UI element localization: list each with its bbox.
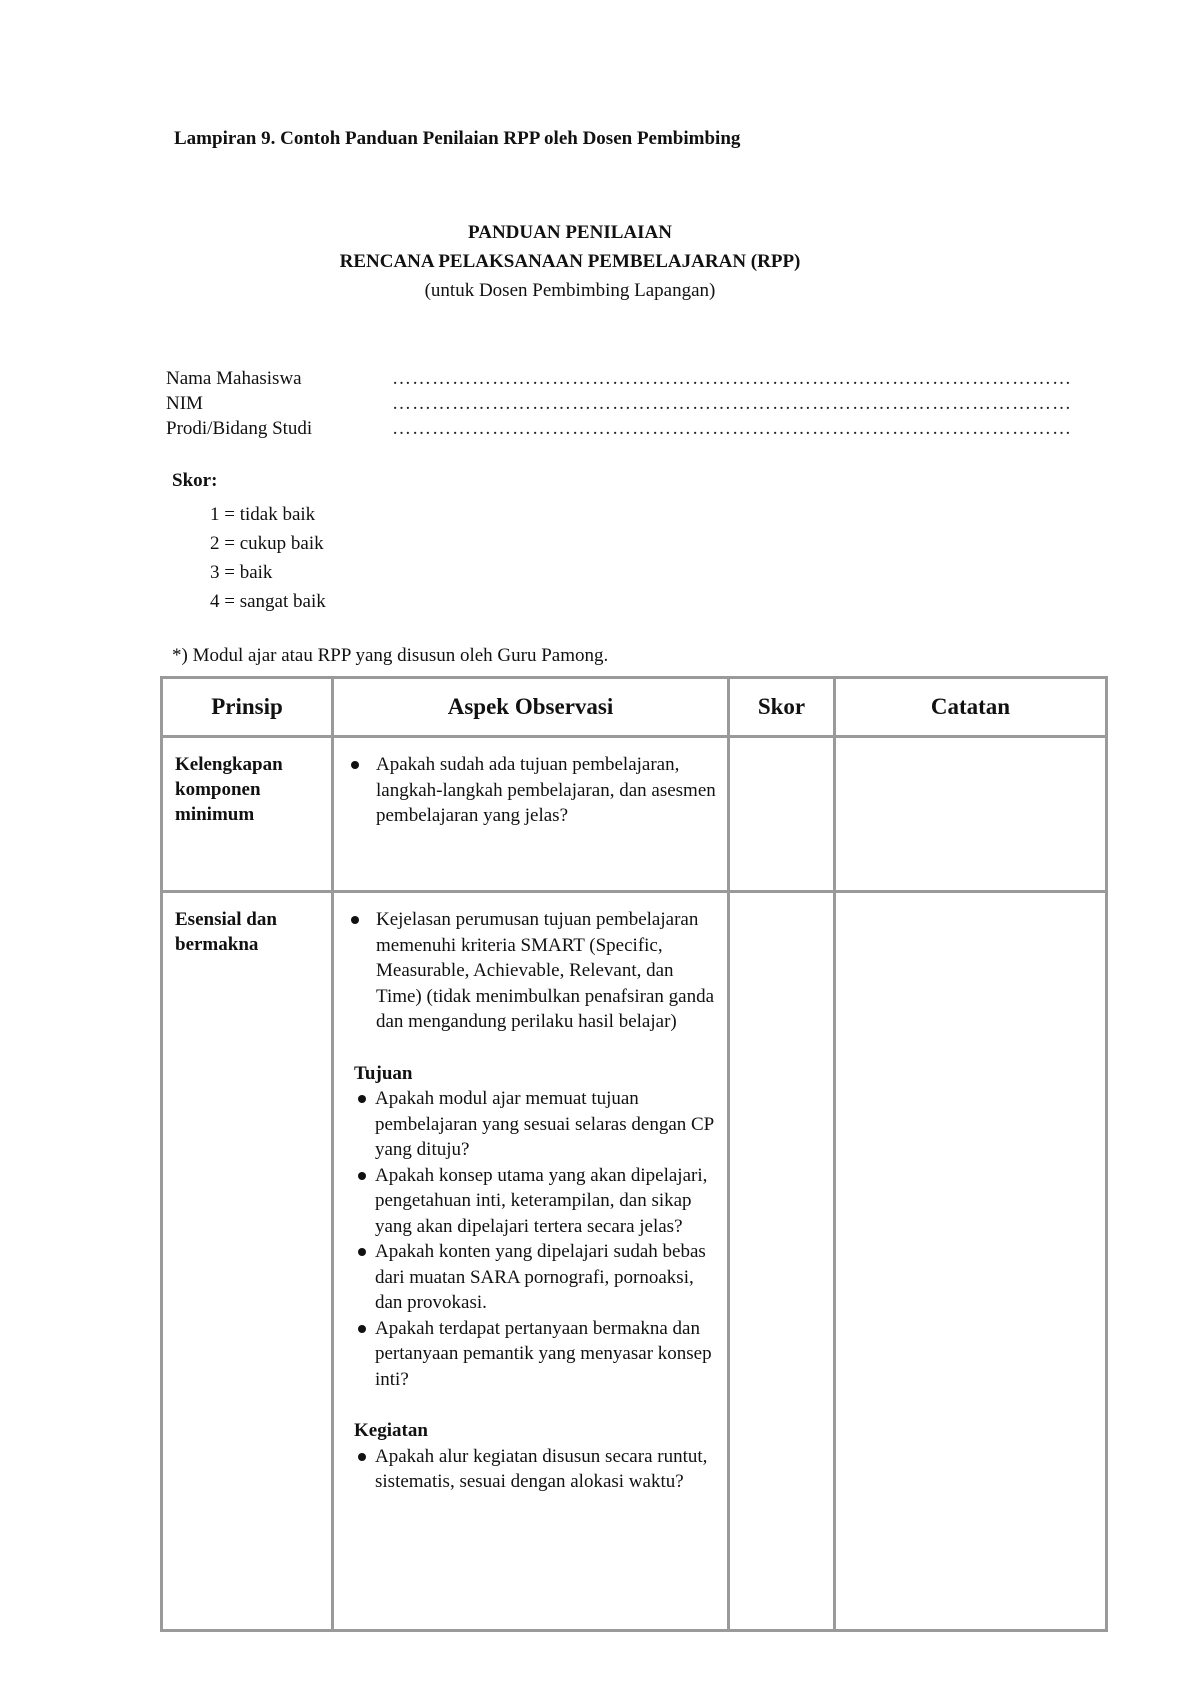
list-item-text: Kejelasan perumusan tujuan pembelajaran memenuhi kriteria SMART (Specific, Measurable, Achievable, Relevant, dan Time) (tidak menimbulkan penafsiran ganda dan mengandung perilaku hasil belajar) (376, 909, 715, 1032)
header-aspek-observasi: Aspek Observasi (333, 678, 729, 737)
list-item-text: Apakah konsep utama yang akan dipelajari, pengetahuan inti, keterampilan, dan sikap yang akan dipelajari tertera secara jelas? (375, 1164, 708, 1237)
list-item-text: Apakah terdapat pertanyaan bermakna dan pertanyaan pemantik yang menyasar konsep inti? (375, 1317, 712, 1390)
score-item: 2 = cukup baik (210, 533, 324, 554)
header-skor: Skor (729, 678, 835, 737)
bullet-icon (351, 916, 359, 924)
list-item (346, 752, 717, 829)
tujuan-bullets (346, 1086, 717, 1392)
field-prodi (166, 415, 1106, 440)
header-catatan: Catatan (835, 678, 1107, 737)
catatan-cell[interactable] (835, 737, 1107, 892)
bullet-icon (358, 1248, 366, 1256)
list-item (346, 1086, 717, 1163)
footnote: *) Modul ajar atau RPP yang disusun oleh Guru Pamong. (172, 645, 609, 666)
field-label: Nama Mahasiswa (166, 368, 302, 389)
field-label: NIM (166, 393, 203, 414)
assessment-table-wrapper (160, 676, 1108, 1632)
bullet-icon (358, 1325, 366, 1333)
list-item (346, 1163, 717, 1240)
skor-cell[interactable] (729, 892, 835, 1631)
bullet-icon (351, 761, 359, 769)
kegiatan-bullets (346, 1444, 717, 1495)
aspek-cell (333, 737, 729, 892)
identity-fields (166, 365, 1106, 440)
bullet-icon (358, 1453, 366, 1461)
score-item: 4 = sangat baik (210, 591, 326, 612)
field-nama-mahasiswa (166, 365, 1106, 390)
table-header-row (162, 678, 1107, 737)
list-item-text: Apakah konten yang dipelajari sudah bebas dari muatan SARA pornografi, pornoaksi, dan provokasi. (375, 1241, 706, 1313)
title-line-3: (untuk Dosen Pembimbing Lapangan) (424, 280, 716, 301)
score-item: 3 = baik (210, 562, 273, 583)
list-item (346, 907, 717, 1035)
list-item (346, 1316, 717, 1393)
prinsip-cell: Kelengkapan komponen minimum (162, 737, 333, 892)
assessment-table (160, 676, 1108, 1632)
list-item (346, 1239, 717, 1316)
lampiran-heading: Lampiran 9. Contoh Panduan Penilaian RPP oleh Dosen Pembimbing (174, 128, 741, 149)
aspek-bullets (346, 752, 717, 829)
field-blank[interactable]: ………………………………………………………………………………………… (392, 393, 1072, 414)
field-label: Prodi/Bidang Studi (166, 418, 313, 439)
table-row (162, 737, 1107, 892)
field-blank[interactable]: ………………………………………………………………………………………… (392, 418, 1072, 439)
aspek-cell (333, 892, 729, 1631)
section-title-kegiatan: Kegiatan (354, 1420, 428, 1441)
bullet-icon (358, 1172, 366, 1180)
list-item (346, 1444, 717, 1495)
skor-cell[interactable] (729, 737, 835, 892)
score-legend-title: Skor: (172, 470, 218, 491)
header-prinsip: Prinsip (162, 678, 333, 737)
title-line-1: PANDUAN PENILAIAN (468, 222, 672, 243)
document-title (240, 218, 900, 305)
field-nim (166, 390, 1106, 415)
table-row (162, 892, 1107, 1631)
score-item: 1 = tidak baik (210, 504, 316, 525)
field-blank[interactable]: ………………………………………………………………………………………… (392, 368, 1072, 389)
section-title-tujuan: Tujuan (354, 1062, 413, 1084)
title-line-2: RENCANA PELAKSANAAN PEMBELAJARAN (RPP) (339, 251, 801, 272)
bullet-icon (358, 1095, 366, 1103)
list-item-text: Apakah modul ajar memuat tujuan pembelajaran yang sesuai selaras dengan CP yang dituju? (375, 1088, 714, 1160)
aspek-bullets (346, 907, 717, 1035)
prinsip-cell: Esensial dan bermakna (162, 892, 333, 1631)
list-item-text: Apakah alur kegiatan disusun secara runtut, sistematis, sesuai dengan alokasi waktu? (375, 1445, 708, 1492)
score-legend (172, 470, 326, 616)
list-item-text: Apakah sudah ada tujuan pembelajaran, langkah-langkah pembelajaran, dan asesmen pembelajaran yang jelas? (376, 754, 716, 826)
catatan-cell[interactable] (835, 892, 1107, 1631)
